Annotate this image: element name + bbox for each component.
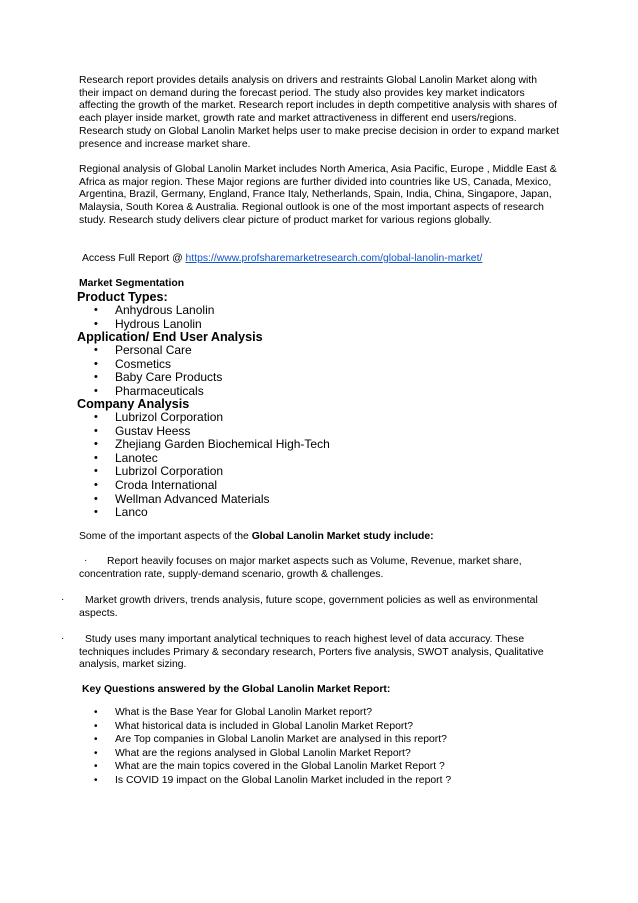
bullet-icon: • bbox=[94, 357, 98, 370]
aspect-item-3: Study uses many important analytical techniques to reach highest level of data accuracy. These techniques includes Primary & secondary research, Porters five analysis, SWOT analysis, Qualitative analysis, market sizing. bbox=[79, 634, 544, 671]
list-item: • Zhejiang Garden Biochemical High-Tech bbox=[94, 437, 330, 452]
bullet-icon: • bbox=[94, 424, 98, 437]
bullet-icon: • bbox=[94, 317, 98, 330]
list-item: • Personal Care bbox=[94, 343, 192, 357]
list-item: • Gustav Heess bbox=[94, 423, 191, 438]
list-item: • Croda International bbox=[94, 477, 218, 492]
bullet-icon: • bbox=[94, 371, 98, 384]
list-item: • Cosmetics bbox=[94, 356, 172, 371]
bullet-icon: · bbox=[84, 555, 88, 566]
list-item: • Hydrous Lanolin bbox=[94, 316, 202, 331]
regional-paragraph: Regional analysis of Global Lanolin Market includes North America, Asia Pacific, Europe , Middle East & Africa as major region. These Major regions are further divided into countries like US, Canada, Mexico, Argentina, Brazil, Germany, England, France Italy, Netherlands, Spain, India, China, Singapore, Japan, Malaysia, South Korea & Australia. Regional outlook is one of the most important aspects of research study. Research study delivers clear picture of product market for various regions globally. bbox=[79, 164, 557, 226]
list-item: • What are the main topics covered in the Global Lanolin Market Report ? bbox=[94, 761, 445, 773]
access-line bbox=[82, 253, 562, 266]
list-item: • What is the Base Year for Global Lanolin Market report? bbox=[94, 707, 373, 718]
list-item: • Lanotec bbox=[94, 450, 158, 465]
market-segmentation-heading: Market Segmentation bbox=[79, 278, 185, 289]
list-item: • Is COVID 19 impact on the Global Lanolin Market included in the report ? bbox=[94, 774, 452, 786]
bullet-icon: • bbox=[94, 478, 98, 491]
bullet-icon: • bbox=[94, 707, 98, 718]
product-types-list bbox=[0, 304, 214, 331]
list-item: • Lanco bbox=[94, 505, 148, 520]
bullet-icon: · bbox=[61, 633, 65, 644]
bullet-icon: • bbox=[94, 451, 98, 464]
bullet-icon: • bbox=[94, 492, 98, 505]
bullet-icon: • bbox=[94, 506, 98, 519]
bullet-icon: · bbox=[61, 594, 65, 605]
list-item: • Anhydrous Lanolin bbox=[94, 303, 215, 317]
list-item: • Pharmaceuticals bbox=[94, 383, 204, 398]
list-item: • Lubrizol Corporation bbox=[94, 410, 224, 424]
aspect-item-2: Market growth drivers, trends analysis, future scope, government policies as well as environmental aspects. bbox=[79, 595, 538, 619]
bullet-icon: • bbox=[94, 720, 98, 732]
product-types-heading: Product Types: bbox=[77, 290, 168, 304]
list-item: • Lubrizol Corporation bbox=[94, 464, 224, 479]
bullet-icon: • bbox=[94, 384, 98, 397]
applications-list bbox=[0, 344, 222, 398]
key-questions-heading: Key Questions answered by the Global Lanolin Market Report: bbox=[82, 684, 391, 695]
bullet-icon: • bbox=[94, 304, 98, 316]
bullet-icon: • bbox=[94, 344, 98, 356]
bullet-icon: • bbox=[94, 761, 98, 773]
company-analysis-heading: Company Analysis bbox=[77, 397, 190, 411]
bullet-icon: • bbox=[94, 747, 98, 759]
key-questions-list bbox=[0, 706, 451, 788]
list-item: • What are the regions analysed in Global Lanolin Market Report? bbox=[94, 747, 411, 759]
intro-paragraph: Research report provides details analysis on drivers and restraints Global Lanolin Market along with their impact on demand during the forecast period. The study also provides key market indicators affecting the growth of the market. Research report includes in depth competitive analysis with shares of each player inside market, growth rate and market attractiveness in different end users/regions. Research study on Global Lanolin Market helps user to make precise decision in order to expand market presence and increase market share. bbox=[79, 75, 559, 150]
list-item: • Wellman Advanced Materials bbox=[94, 491, 270, 506]
companies-list bbox=[0, 411, 330, 520]
list-item: • Baby Care Products bbox=[94, 370, 223, 385]
bullet-icon: • bbox=[94, 465, 98, 478]
list-item: • Are Top companies in Global Lanolin Market are analysed in this report? bbox=[94, 734, 447, 746]
application-heading: Application/ End User Analysis bbox=[77, 330, 263, 344]
bullet-icon: • bbox=[94, 438, 98, 451]
bullet-icon: • bbox=[94, 774, 98, 786]
list-item: • What historical data is included in Global Lanolin Market Report? bbox=[94, 720, 414, 732]
access-label: Access Full Report @ bbox=[82, 253, 186, 264]
bullet-icon: • bbox=[94, 734, 98, 746]
bullet-icon: • bbox=[94, 411, 98, 423]
aspects-intro: Some of the important aspects of the Global Lanolin Market study include: bbox=[79, 531, 434, 542]
aspect-item-1: Report heavily focuses on major market aspects such as Volume, Revenue, market share, concentration rate, supply-demand scenario, growth & challenges. bbox=[79, 556, 522, 580]
report-link[interactable]: https://www.profsharemarketresearch.com/global-lanolin-market/ bbox=[185, 253, 483, 264]
